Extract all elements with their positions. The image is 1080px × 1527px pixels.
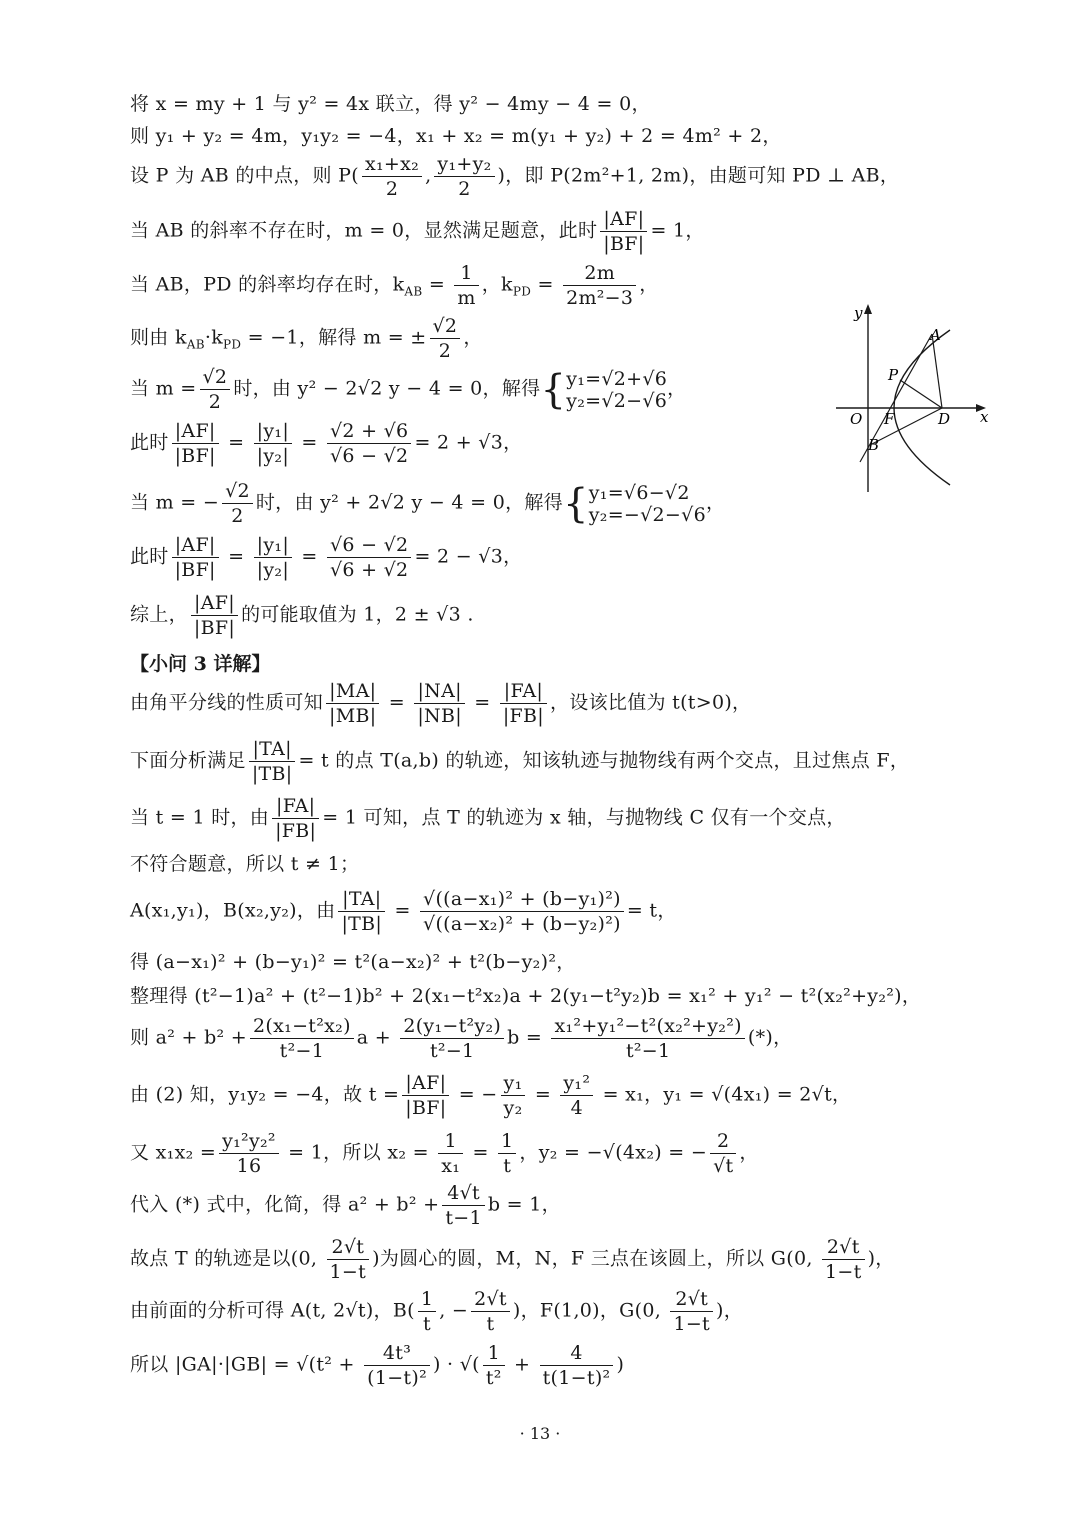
line-6: 则由 $k_{AB}\cdot k_{PD} = -1$，解得 m = ± $\frac{√2}{2}$ ， xyxy=(130,315,483,362)
line-10: 此时 $\frac{|AF|}{|BF|}$ = $\frac{\text{|y₁|}}{\text{|y₂|}}$ = $\frac{√6 - √2}{√6 + √2}$ = 2 − √3， xyxy=(130,534,523,581)
line-25: 所以 |GA|·|GB| = √(t² + $\frac{\text{4t³}}{\text{(1−t)²}}$ ) · √( $\frac{1}{\text{t²}}$ + $\frac{4}{\text{t(1−t)²}}$ ) xyxy=(130,1342,625,1389)
line-7: 当 m = $\frac{√2}{2}$ 时，由 y² − 2√2 y − 4 = 0，解得{ y₁=√2+√6 y₂=√2−√6 ， xyxy=(130,366,687,413)
line-21: 又 x₁x₂ = $\frac{\text{y₁²y₂²}}{16}$ = 1，所以 x₂ = $\frac{1}{\text{x₁}}$ = $\frac{1}{t}$ ，y₂ = −√(4x₂) = − $\frac{2}{√t}$ ， xyxy=(130,1130,759,1177)
frac-p-x: $\frac{\text{x₁+x₂}}{2}$ xyxy=(362,153,422,200)
y-arrow xyxy=(864,304,872,314)
section-heading: 【小问 3 详解】 xyxy=(130,653,271,675)
line-1: 将 x = my + 1 与 y² = 4x 联立，得 y² − 4my − 4 = 0， xyxy=(130,93,651,115)
system-1: y₁=√2+√6 y₂=√2−√6 xyxy=(566,367,668,412)
frac-p-y: $\frac{\text{y₁+y₂}}{2}$ xyxy=(434,153,494,200)
line-4: 当 AB 的斜率不存在时，m = 0，显然满足题意，此时 $\frac{|AF|}{|BF|}$ = 1， xyxy=(130,208,705,255)
parabola-figure xyxy=(832,300,992,500)
label-x: x xyxy=(980,408,989,426)
line-pd xyxy=(900,380,942,408)
line-19: 则 a² + b² + $\frac{\text{2(x₁−t²x₂)}}{\text{t²−1}}$ a + $\frac{\text{2(y₁−t²y₂)}}{\text{t²−1}}$ b = $\frac{\text{x₁²+y₁²−t²(x₂²+y₂²)}}{\text{t²−1}}$ (*)， xyxy=(130,1015,793,1062)
frac-sqrt2-2: $\frac{√2}{2}$ xyxy=(430,315,461,362)
label-o: O xyxy=(850,410,863,428)
line-24: 由前面的分析可得 A(t, 2√t)，B( $\frac{1}{t}$ , − $\frac{2√t}{t}$ )，F(1,0)，G(0, $\frac{2√t}{1-t}$ )， xyxy=(130,1288,744,1335)
frac-m1: $\frac{√2}{2}$ xyxy=(200,366,231,413)
line-15: 不符合题意，所以 t ≠ 1； xyxy=(130,853,360,875)
line-16: A(x₁,y₁)，B(x₂,y₂)，由 $\frac{|TA|}{|TB|}$ = $\frac{\text{√((a−x₁)² + (b−y₁)²)}}{\text{√((a−x₂)² + (b−y₂)²)}}$ = t， xyxy=(130,888,677,935)
line-bd xyxy=(872,408,942,444)
label-p: P xyxy=(888,366,899,384)
line-23: 故点 T 的轨迹是以(0, $\frac{2√t}{1-t}$ )为圆心的圆，M，N，F 三点在该圆上，所以 G(0, $\frac{2√t}{1-t}$ )， xyxy=(130,1236,895,1283)
frac-r2: $\frac{√6 - √2}{√6 + √2}$ xyxy=(327,534,412,581)
line-ad xyxy=(932,334,942,408)
line-13: 下面分析满足 $\frac{|TA|}{|TB|}$ = t 的点 T(a,b) 的轨迹，知该轨迹与抛物线有两个交点，且过焦点 F， xyxy=(130,738,910,785)
line-3-text: 设 P 为 AB 的中点，则 P xyxy=(130,164,352,187)
page-number: · 13 · xyxy=(519,1424,561,1443)
system-2: y₁=√6−√2 y₂=−√2−√6 xyxy=(588,481,706,526)
frac-af-bf: $\frac{|AF|}{|BF|}$ xyxy=(600,208,647,255)
line-11: 综上， $\frac{|AF|}{|BF|}$ 的可能取值为 1，2 ± √3 . xyxy=(130,592,474,639)
line-3-tail: ，即 P(2m²+1, 2m)，由题可知 PD ⊥ AB， xyxy=(505,164,900,187)
frac-kab: $\frac{1}{m}$ xyxy=(454,262,478,309)
label-f: F xyxy=(884,410,895,428)
frac-dist: $\frac{\text{√((a−x₁)² + (b−y₁)²)}}{\text{√((a−x₂)² + (b−y₂)²)}}$ xyxy=(420,888,624,935)
line-3: 设 P 为 AB 的中点，则 P( $\frac{\text{x₁+x₂}}{2}$ , $\frac{\text{y₁+y₂}}{2}$ )，即 P(2m²+1, 2m)，由题可知 PD ⊥ AB， xyxy=(130,153,900,200)
line-9: 当 m = − $\frac{√2}{2}$ 时，由 y² + 2√2 y − 4 = 0，解得{ y₁=√6−√2 y₂=−√2−√6 ， xyxy=(130,480,726,527)
line-12: 由角平分线的性质可知 $\frac{|MA|}{|MB|}$ = $\frac{|NA|}{|NB|}$ = $\frac{|FA|}{|FB|}$ ，设该比值为 t(t>0)， xyxy=(130,680,752,727)
line-18: 整理得 (t²−1)a² + (t²−1)b² + 2(x₁−t²x₂)a + 2(y₁−t²y₂)b = x₁² + y₁² − t²(x₂²+y₂²)， xyxy=(130,985,922,1007)
line-20: 由 (2) 知，y₁y₂ = −4，故 t = $\frac{|AF|}{|BF|}$ = − $\frac{\text{y₁}}{\text{y₂}}$ = $\frac{\text{y₁²}}{4}$ = x₁，y₁ = √(4x₁) = 2√t， xyxy=(130,1072,852,1119)
frac-r1: $\frac{√2 + √6}{√6 - √2}$ xyxy=(327,420,412,467)
frac-kpd: $\frac{2m}{\text{2m²−3}}$ xyxy=(563,262,636,309)
line-22: 代入 (*) 式中，化简，得 a² + b² + $\frac{4√t}{t-1}$ b = 1， xyxy=(130,1182,561,1229)
line-17: 得 (a−x₁)² + (b−y₁)² = t²(a−x₂)² + t²(b−y₂)²， xyxy=(130,951,576,973)
line-14: 当 t = 1 时，由 $\frac{|FA|}{|FB|}$ = 1 可知，点 T 的轨迹为 x 轴，与抛物线 C 仅有一个交点， xyxy=(130,795,846,842)
label-y: y xyxy=(854,304,863,322)
line-5: 当 AB，PD 的斜率均存在时，$k_{AB}$ = $\frac{1}{m}$ ，$k_{PD}$ = $\frac{2m}{\text{2m²−3}}$ ， xyxy=(130,262,659,309)
label-a: A xyxy=(930,326,941,344)
label-d: D xyxy=(938,410,951,428)
line-2: 则 y₁ + y₂ = 4m，y₁y₂ = −4，x₁ + x₂ = m(y₁ + y₂) + 2 = 4m² + 2， xyxy=(130,125,782,147)
line-8: 此时 $\frac{|AF|}{|BF|}$ = $\frac{\text{|y₁|}}{\text{|y₂|}}$ = $\frac{√2 + √6}{√6 - √2}$ = 2 + √3， xyxy=(130,420,523,467)
label-b: B xyxy=(868,436,880,454)
